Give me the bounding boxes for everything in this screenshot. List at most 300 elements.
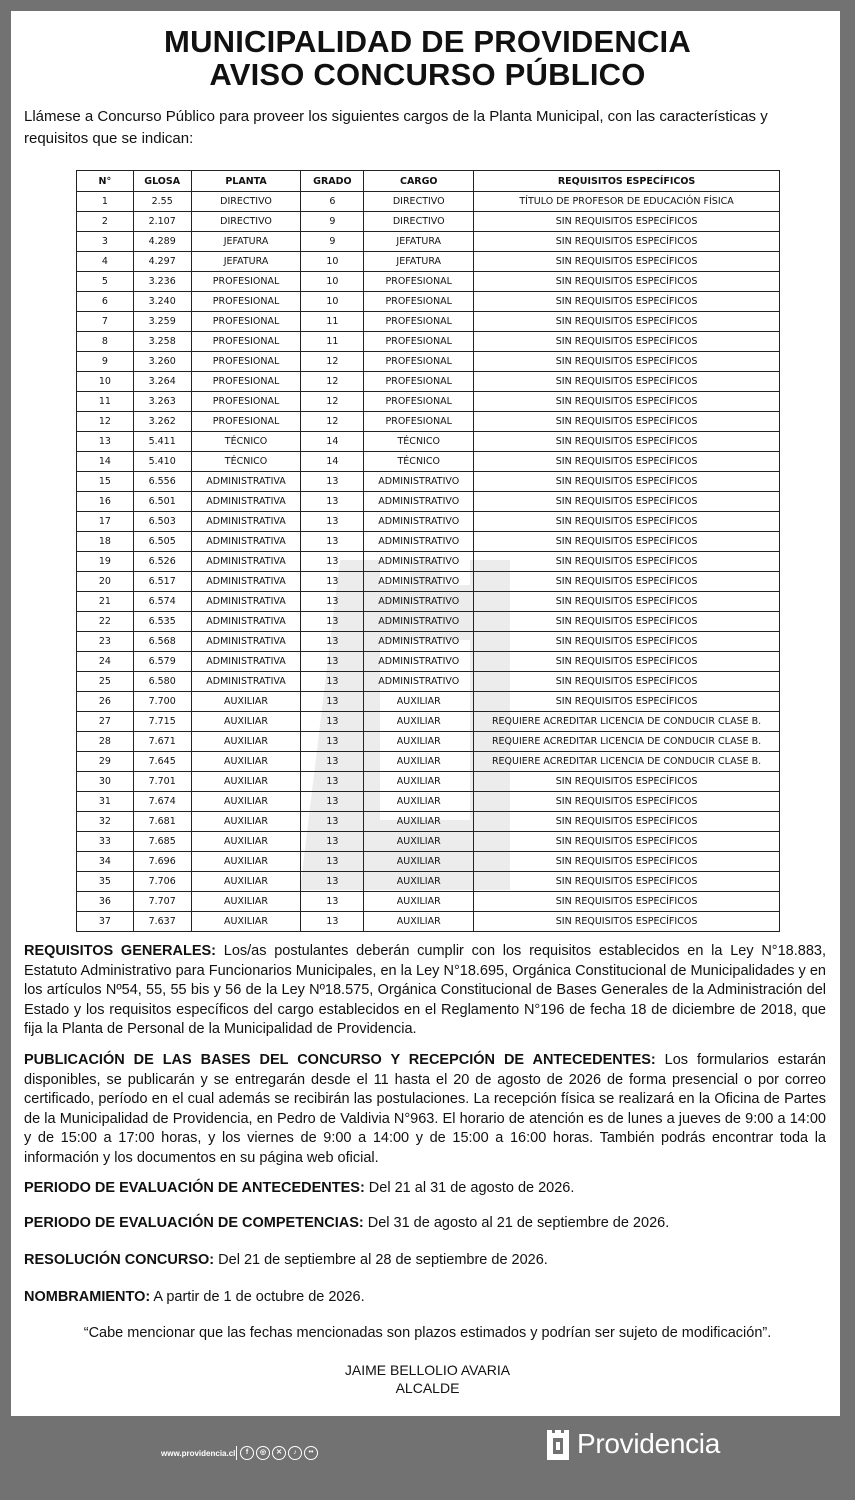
cell-cargo: PROFESIONAL [364,412,474,432]
cell-number: 37 [77,912,134,932]
cell-planta: PROFESIONAL [191,312,301,332]
cell-requisitos: TÍTULO DE PROFESOR DE EDUCACIÓN FÍSICA [474,192,780,212]
cell-grado: 10 [301,292,364,312]
table-row [77,252,780,272]
table-row [77,712,780,732]
cell-cargo: ADMINISTRATIVO [364,612,474,632]
cell-requisitos: SIN REQUISITOS ESPECÍFICOS [474,872,780,892]
table-header-row [77,171,780,192]
cell-number: 11 [77,392,134,412]
cell-number: 9 [77,352,134,372]
cell-grado: 13 [301,512,364,532]
disclaimer-quote: “Cabe mencionar que las fechas mencionadas son plazos estimados y podrían ser sujeto de modificación”. [83,1325,772,1341]
cell-planta: TÉCNICO [191,452,301,472]
antecedentes-label: PERIODO DE EVALUACIÓN DE ANTECEDENTES: [24,1180,365,1196]
cell-grado: 13 [301,692,364,712]
publicacion-label: PUBLICACIÓN DE LAS BASES DEL CONCURSO Y RECEPCIÓN DE ANTECEDENTES: [24,1052,656,1068]
cell-planta: ADMINISTRATIVA [191,672,301,692]
cell-requisitos: SIN REQUISITOS ESPECÍFICOS [474,212,780,232]
cell-grado: 12 [301,372,364,392]
header-grado: GRADO [301,171,364,192]
cell-planta: PROFESIONAL [191,352,301,372]
cell-requisitos: REQUIERE ACREDITAR LICENCIA DE CONDUCIR CLASE B. [474,752,780,772]
table-row [77,392,780,412]
cell-requisitos: SIN REQUISITOS ESPECÍFICOS [474,912,780,932]
positions-table [76,170,780,932]
header-number: N° [77,171,134,192]
table-row [77,452,780,472]
cell-glosa: 7.706 [133,872,191,892]
cell-planta: DIRECTIVO [191,192,301,212]
cell-grado: 11 [301,332,364,352]
table-row [77,572,780,592]
cell-requisitos: SIN REQUISITOS ESPECÍFICOS [474,292,780,312]
cell-number: 4 [77,252,134,272]
cell-cargo: AUXILIAR [364,772,474,792]
cell-glosa: 3.259 [133,312,191,332]
cell-requisitos: SIN REQUISITOS ESPECÍFICOS [474,512,780,532]
crest-icon [545,1424,571,1464]
cell-cargo: ADMINISTRATIVO [364,572,474,592]
cell-cargo: AUXILIAR [364,732,474,752]
cell-cargo: ADMINISTRATIVO [364,672,474,692]
providencia-logo [545,1424,720,1464]
cell-cargo: PROFESIONAL [364,312,474,332]
requisitos-generales [24,942,826,1040]
cell-planta: AUXILIAR [191,832,301,852]
cell-number: 29 [77,752,134,772]
cell-cargo: TÉCNICO [364,452,474,472]
cell-grado: 13 [301,912,364,932]
cell-cargo: DIRECTIVO [364,212,474,232]
cell-grado: 13 [301,492,364,512]
cell-planta: PROFESIONAL [191,272,301,292]
cell-number: 5 [77,272,134,292]
cell-number: 17 [77,512,134,532]
cell-requisitos: SIN REQUISITOS ESPECÍFICOS [474,472,780,492]
table-row [77,612,780,632]
cell-number: 28 [77,732,134,752]
cell-number: 24 [77,652,134,672]
cell-planta: ADMINISTRATIVA [191,592,301,612]
cell-planta: PROFESIONAL [191,372,301,392]
header-requisitos: REQUISITOS ESPECÍFICOS [474,171,780,192]
cell-requisitos: SIN REQUISITOS ESPECÍFICOS [474,352,780,372]
cell-cargo: AUXILIAR [364,872,474,892]
cell-cargo: JEFATURA [364,232,474,252]
cell-number: 23 [77,632,134,652]
header-glosa: GLOSA [133,171,191,192]
cell-number: 19 [77,552,134,572]
cell-grado: 6 [301,192,364,212]
footer-website-link[interactable]: www.providencia.cl [161,1449,236,1458]
table-row [77,312,780,332]
cell-glosa: 7.637 [133,912,191,932]
social-icons [240,1446,318,1460]
cell-planta: AUXILIAR [191,692,301,712]
cell-planta: JEFATURA [191,252,301,272]
cell-grado: 13 [301,832,364,852]
instagram-icon[interactable]: ◎ [256,1446,270,1460]
cell-glosa: 7.700 [133,692,191,712]
cell-grado: 13 [301,752,364,772]
cell-cargo: ADMINISTRATIVO [364,552,474,572]
cell-glosa: 6.556 [133,472,191,492]
cell-number: 10 [77,372,134,392]
cell-grado: 10 [301,252,364,272]
cell-number: 6 [77,292,134,312]
cell-glosa: 7.707 [133,892,191,912]
cell-cargo: TÉCNICO [364,432,474,452]
cell-grado: 12 [301,392,364,412]
cell-glosa: 2.107 [133,212,191,232]
cell-cargo: ADMINISTRATIVO [364,512,474,532]
requisitos-generales-label: REQUISITOS GENERALES: [24,943,216,959]
cell-planta: PROFESIONAL [191,392,301,412]
table-row [77,432,780,452]
table-row [77,372,780,392]
evaluacion-antecedentes [24,1179,826,1199]
cell-glosa: 7.674 [133,792,191,812]
cell-cargo: AUXILIAR [364,752,474,772]
cell-cargo: ADMINISTRATIVO [364,592,474,612]
cell-grado: 11 [301,312,364,332]
cell-number: 31 [77,792,134,812]
cell-requisitos: SIN REQUISITOS ESPECÍFICOS [474,312,780,332]
requisitos-generales-text: Los/as postulantes deberán cumplir con los requisitos establecidos en la Ley N°18.883, Estatuto Administrativo para Funcionarios Municipales, en la Ley N°18.695, Orgánica Constitucional de Municipalidades y en los artículos Nº54, 55, 55 bis y 56 de la Ley Nº18.575, Orgánica Constitucional de Bases Generales de la Administración del Estado y los requisitos específicos del cargo establecidos en el Reglamento N°196 de fecha 18 de diciembre de 2018, que fija la Planta de Personal de la Municipalidad de Providencia. [24,943,826,1037]
table-row [77,812,780,832]
table-row [77,632,780,652]
cell-number: 34 [77,852,134,872]
cell-cargo: PROFESIONAL [364,332,474,352]
signature-name: JAIME BELLOLIO AVARIA [344,1362,511,1378]
cell-cargo: AUXILIAR [364,792,474,812]
title-notice: AVISO CONCURSO PÚBLICO [209,57,646,92]
cell-requisitos: SIN REQUISITOS ESPECÍFICOS [474,412,780,432]
cell-planta: AUXILIAR [191,852,301,872]
cell-requisitos: SIN REQUISITOS ESPECÍFICOS [474,832,780,852]
cell-cargo: ADMINISTRATIVO [364,652,474,672]
cell-glosa: 6.517 [133,572,191,592]
cell-number: 20 [77,572,134,592]
table-row [77,672,780,692]
cell-number: 7 [77,312,134,332]
cell-glosa: 6.568 [133,632,191,652]
publicacion-text: Los formularios estarán disponibles, se publicarán y se entregarán desde el 11 hasta el 20 de agosto de 2026 de forma presencial o por correo certificado, período en el cual además se recibirán las postulaciones. La recepción física se realizará en la Oficina de Partes de la Municipalidad de Providencia, en Pedro de Valdivia N°963. El horario de atención es de lunes a jueves de 9:00 a 14:00 y de 15:00 a 17:00 horas, y los viernes de 9:00 a 14:00 y de 15:00 a 16:00 horas. También podrás encontrar toda la información y los documentos en su página web oficial. [24,1052,826,1166]
table-row [77,692,780,712]
cell-glosa: 6.505 [133,532,191,552]
table-row [77,352,780,372]
cell-requisitos: SIN REQUISITOS ESPECÍFICOS [474,332,780,352]
header-planta: PLANTA [191,171,301,192]
cell-requisitos: SIN REQUISITOS ESPECÍFICOS [474,232,780,252]
table-row [77,272,780,292]
table-row [77,552,780,572]
cell-number: 25 [77,672,134,692]
cell-requisitos: SIN REQUISITOS ESPECÍFICOS [474,792,780,812]
cell-number: 14 [77,452,134,472]
resolucion-concurso [24,1251,826,1271]
cell-grado: 13 [301,792,364,812]
cell-requisitos: SIN REQUISITOS ESPECÍFICOS [474,892,780,912]
cell-number: 36 [77,892,134,912]
cell-glosa: 3.258 [133,332,191,352]
cell-glosa: 5.410 [133,452,191,472]
nombramiento-text: A partir de 1 de octubre de 2026. [150,1289,365,1305]
cell-requisitos: SIN REQUISITOS ESPECÍFICOS [474,392,780,412]
cell-glosa: 6.580 [133,672,191,692]
cell-grado: 13 [301,652,364,672]
header-cargo: CARGO [364,171,474,192]
table-row [77,732,780,752]
cell-grado: 13 [301,852,364,872]
cell-requisitos: SIN REQUISITOS ESPECÍFICOS [474,372,780,392]
cell-number: 3 [77,232,134,252]
cell-glosa: 7.645 [133,752,191,772]
cell-number: 30 [77,772,134,792]
cell-planta: AUXILIAR [191,792,301,812]
cell-grado: 13 [301,592,364,612]
cell-grado: 13 [301,472,364,492]
cell-planta: PROFESIONAL [191,292,301,312]
antecedentes-text: Del 21 al 31 de agosto de 2026. [364,1180,575,1196]
cell-grado: 12 [301,412,364,432]
cell-planta: ADMINISTRATIVA [191,492,301,512]
cell-glosa: 3.263 [133,392,191,412]
cell-grado: 10 [301,272,364,292]
title-municipality: MUNICIPALIDAD DE PROVIDENCIA [164,24,691,59]
intro-paragraph: Llámese a Concurso Público para proveer los siguientes cargos de la Planta Municipal, con las características y requisitos que se indican: [24,108,768,147]
cell-glosa: 7.681 [133,812,191,832]
cell-planta: AUXILIAR [191,812,301,832]
cell-planta: DIRECTIVO [191,212,301,232]
cell-requisitos: SIN REQUISITOS ESPECÍFICOS [474,252,780,272]
cell-number: 22 [77,612,134,632]
cell-glosa: 6.535 [133,612,191,632]
cell-grado: 13 [301,872,364,892]
cell-number: 32 [77,812,134,832]
cell-cargo: AUXILIAR [364,712,474,732]
table-row [77,532,780,552]
cell-planta: AUXILIAR [191,712,301,732]
cell-number: 8 [77,332,134,352]
cell-glosa: 6.503 [133,512,191,532]
cell-grado: 13 [301,632,364,652]
table-row [77,192,780,212]
table-row [77,792,780,812]
cell-grado: 13 [301,732,364,752]
cell-requisitos: SIN REQUISITOS ESPECÍFICOS [474,692,780,712]
signature-block [0,1361,855,1397]
cell-cargo: PROFESIONAL [364,272,474,292]
cell-grado: 13 [301,532,364,552]
cell-planta: AUXILIAR [191,892,301,912]
cell-cargo: ADMINISTRATIVO [364,492,474,512]
cell-glosa: 7.696 [133,852,191,872]
competencias-text: Del 31 de agosto al 21 de septiembre de 2026. [363,1215,670,1231]
cell-requisitos: SIN REQUISITOS ESPECÍFICOS [474,812,780,832]
cell-grado: 13 [301,812,364,832]
cell-glosa: 7.715 [133,712,191,732]
cell-planta: ADMINISTRATIVA [191,472,301,492]
cell-number: 2 [77,212,134,232]
cell-glosa: 4.289 [133,232,191,252]
cell-planta: ADMINISTRATIVA [191,512,301,532]
table-row [77,212,780,232]
cell-number: 26 [77,692,134,712]
cell-requisitos: SIN REQUISITOS ESPECÍFICOS [474,452,780,472]
cell-number: 1 [77,192,134,212]
cell-grado: 13 [301,892,364,912]
facebook-icon[interactable]: f [240,1446,254,1460]
table-row [77,472,780,492]
cell-number: 13 [77,432,134,452]
cell-glosa: 5.411 [133,432,191,452]
cell-cargo: AUXILIAR [364,912,474,932]
cell-number: 35 [77,872,134,892]
cell-glosa: 6.574 [133,592,191,612]
footer-separator [236,1446,237,1460]
cell-grado: 12 [301,352,364,372]
cell-planta: AUXILIAR [191,912,301,932]
signature-role: ALCALDE [395,1380,460,1396]
cell-requisitos: REQUIERE ACREDITAR LICENCIA DE CONDUCIR CLASE B. [474,712,780,732]
cell-number: 33 [77,832,134,852]
cell-glosa: 6.579 [133,652,191,672]
resolucion-label: RESOLUCIÓN CONCURSO: [24,1252,215,1268]
nombramiento [24,1288,826,1308]
cell-number: 15 [77,472,134,492]
cell-grado: 13 [301,712,364,732]
cell-planta: JEFATURA [191,232,301,252]
cell-planta: ADMINISTRATIVA [191,552,301,572]
resolucion-text: Del 21 de septiembre al 28 de septiembre de 2026. [214,1252,548,1268]
table-row [77,292,780,312]
cell-requisitos: SIN REQUISITOS ESPECÍFICOS [474,632,780,652]
publicacion-bases [24,1051,826,1168]
cell-requisitos: SIN REQUISITOS ESPECÍFICOS [474,672,780,692]
cell-requisitos: SIN REQUISITOS ESPECÍFICOS [474,492,780,512]
x-icon[interactable]: ✕ [272,1446,286,1460]
cell-cargo: DIRECTIVO [364,192,474,212]
cell-cargo: ADMINISTRATIVO [364,632,474,652]
cell-planta: TÉCNICO [191,432,301,452]
evaluacion-competencias [24,1214,826,1234]
cell-requisitos: REQUIERE ACREDITAR LICENCIA DE CONDUCIR CLASE B. [474,732,780,752]
cell-requisitos: SIN REQUISITOS ESPECÍFICOS [474,552,780,572]
cell-glosa: 7.671 [133,732,191,752]
cell-cargo: PROFESIONAL [364,372,474,392]
table-row [77,332,780,352]
table-row [77,892,780,912]
cell-cargo: JEFATURA [364,252,474,272]
cell-cargo: PROFESIONAL [364,292,474,312]
cell-glosa: 3.236 [133,272,191,292]
cell-planta: AUXILIAR [191,752,301,772]
table-row [77,512,780,532]
cell-requisitos: SIN REQUISITOS ESPECÍFICOS [474,592,780,612]
table-row [77,592,780,612]
cell-requisitos: SIN REQUISITOS ESPECÍFICOS [474,652,780,672]
cell-planta: AUXILIAR [191,732,301,752]
cell-grado: 13 [301,612,364,632]
cell-number: 21 [77,592,134,612]
cell-cargo: PROFESIONAL [364,392,474,412]
cell-glosa: 3.240 [133,292,191,312]
cell-requisitos: SIN REQUISITOS ESPECÍFICOS [474,572,780,592]
cell-glosa: 4.297 [133,252,191,272]
cell-number: 16 [77,492,134,512]
cell-cargo: PROFESIONAL [364,352,474,372]
cell-grado: 13 [301,572,364,592]
cell-glosa: 2.55 [133,192,191,212]
cell-grado: 14 [301,432,364,452]
table-row [77,872,780,892]
table-row [77,852,780,872]
cell-planta: PROFESIONAL [191,412,301,432]
cell-cargo: AUXILIAR [364,812,474,832]
cell-planta: AUXILIAR [191,772,301,792]
table-row [77,832,780,852]
table-row [77,492,780,512]
cell-grado: 13 [301,772,364,792]
cell-planta: ADMINISTRATIVA [191,572,301,592]
cell-number: 18 [77,532,134,552]
brand-name: Providencia [577,1428,721,1459]
cell-grado: 9 [301,232,364,252]
cell-cargo: AUXILIAR [364,852,474,872]
cell-requisitos: SIN REQUISITOS ESPECÍFICOS [474,532,780,552]
cell-grado: 14 [301,452,364,472]
table-row [77,772,780,792]
cell-planta: ADMINISTRATIVA [191,532,301,552]
cell-glosa: 7.685 [133,832,191,852]
cell-requisitos: SIN REQUISITOS ESPECÍFICOS [474,432,780,452]
cell-cargo: ADMINISTRATIVO [364,532,474,552]
table-row [77,232,780,252]
cell-planta: AUXILIAR [191,872,301,892]
cell-number: 27 [77,712,134,732]
cell-planta: ADMINISTRATIVA [191,652,301,672]
cell-glosa: 3.260 [133,352,191,372]
competencias-label: PERIODO DE EVALUACIÓN DE COMPETENCIAS: [24,1215,364,1231]
cell-cargo: ADMINISTRATIVO [364,472,474,492]
cell-planta: PROFESIONAL [191,332,301,352]
nombramiento-label: NOMBRAMIENTO: [24,1289,151,1305]
table-row [77,752,780,772]
cell-requisitos: SIN REQUISITOS ESPECÍFICOS [474,612,780,632]
cell-grado: 9 [301,212,364,232]
cell-cargo: AUXILIAR [364,692,474,712]
tiktok-icon[interactable]: ♪ [288,1446,302,1460]
cell-planta: ADMINISTRATIVA [191,612,301,632]
cell-number: 12 [77,412,134,432]
cell-glosa: 7.701 [133,772,191,792]
flickr-icon[interactable]: •• [304,1446,318,1460]
cell-cargo: AUXILIAR [364,832,474,852]
cell-glosa: 3.262 [133,412,191,432]
table-row [77,912,780,932]
cell-requisitos: SIN REQUISITOS ESPECÍFICOS [474,852,780,872]
cell-glosa: 6.501 [133,492,191,512]
table-row [77,652,780,672]
cell-requisitos: SIN REQUISITOS ESPECÍFICOS [474,272,780,292]
cell-cargo: AUXILIAR [364,892,474,912]
cell-glosa: 6.526 [133,552,191,572]
cell-requisitos: SIN REQUISITOS ESPECÍFICOS [474,772,780,792]
table-row [77,412,780,432]
cell-planta: ADMINISTRATIVA [191,632,301,652]
